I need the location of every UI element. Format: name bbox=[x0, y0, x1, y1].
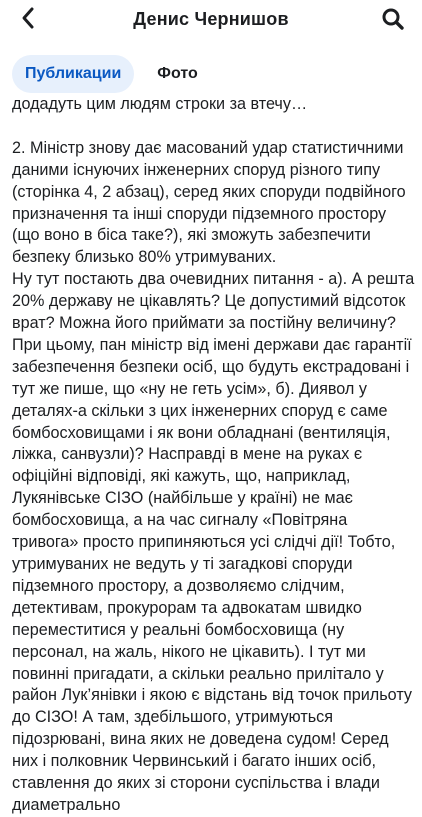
search-icon bbox=[381, 7, 405, 31]
top-bar bbox=[0, 0, 422, 40]
post-text bbox=[12, 94, 419, 817]
post-paragraph: додадуть цим людям строки за втечу… bbox=[12, 95, 308, 113]
post-paragraph: 2. Міністр знову дає масований удар статистичними даними існуючих інженерних споруд різного типу (сторінка 4, 2 абзац), серед яких споруди подвійного призначення та інші споруди підземного простору (що воно в біса таке?), які зможуть забезпечити безпеку близько 80% утримуваних. bbox=[12, 138, 411, 267]
tab-publications[interactable]: Публикации bbox=[12, 55, 134, 93]
tab-photos[interactable]: Фото bbox=[157, 65, 198, 82]
post-paragraph: Ну тут постають два очевидних питання - а). А решта 20% державу не цікавлять? Це допустимий відсоток врат? Можна його приймати за постійну величину? При цьому, пан міністр від імені держави дає гарантії забезпечення безпеки осіб, що будуть екстрадовані і тут же пише, що «ну не геть усім», б). Диявол у деталях-а скільки з цих інженерних споруд є саме бомбосховищами і як вони обладнані (вентиляція, ліжка, санвузли)? Насправді в мене на руках є офіційні відповіді, які кажуть, що, наприклад, Лукянівське СІЗО (найбільше у країні) не має бомбосховища, а на час сигналу «Повітряна тривога» просто припиняються усі слідчі дії! Тобто, утримуваних не ведуть у ті загадкові споруди підземного простору, а дозволяємо слідчим, детективам, прокурорам та адвокатам швидко переместитися у реальні бомбосховища (ну персонал, на жаль, нікого не цікавить). І тут ми повинні пригадати, а скільки реально прилітало у район Лук’янівки і якою є відстань від точок прильоту до СІЗО! А там, здебільшого, утримуються підозрювані, вина яких не доведена судом! Серед них і полковник Червинський і багато інших осіб, ставлення до яких зі сторони суспільства і влади диаметрально bbox=[12, 270, 419, 814]
paragraph-spacer bbox=[12, 116, 416, 138]
page-title: Денис Чернишов bbox=[133, 9, 289, 29]
profile-tabs bbox=[12, 54, 211, 94]
search-button[interactable] bbox=[378, 4, 408, 34]
